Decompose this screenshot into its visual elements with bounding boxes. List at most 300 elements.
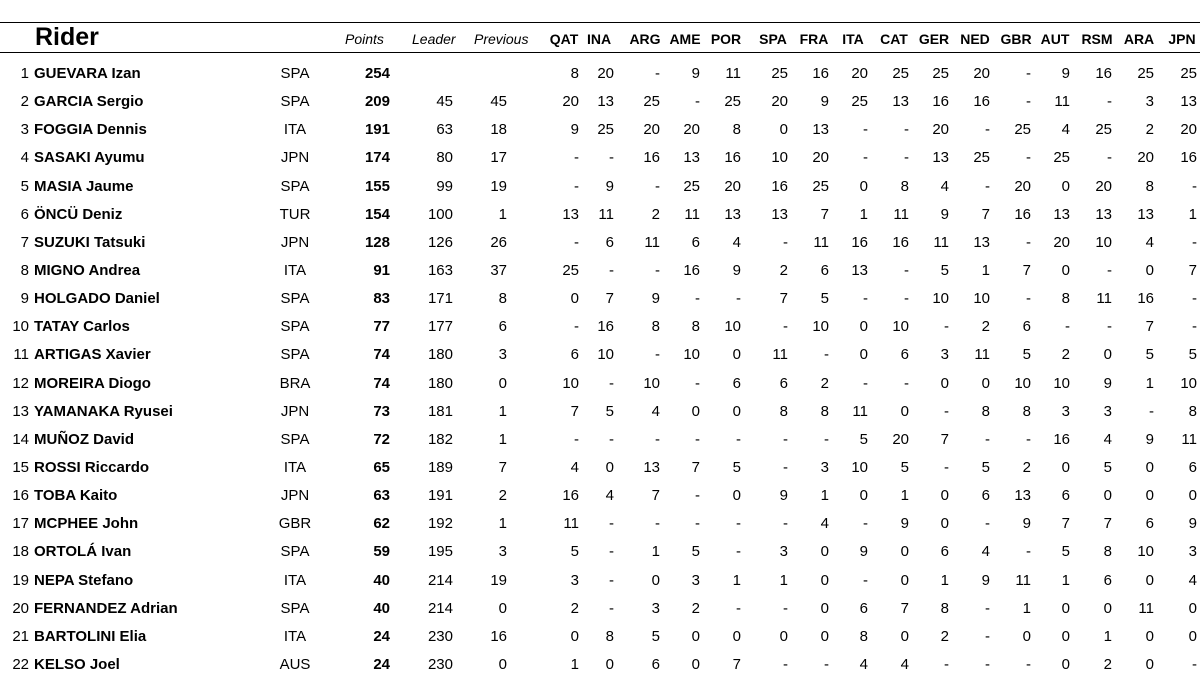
race-result-cell: - bbox=[1026, 290, 1031, 308]
race-result-cell: 7 bbox=[732, 655, 741, 673]
race-result-cell: 9 bbox=[691, 65, 700, 82]
race-result-cell: 7 bbox=[940, 430, 949, 448]
race-result-cell: 20 bbox=[851, 65, 868, 82]
race-result-cell: - bbox=[1026, 655, 1031, 673]
race-result-cell: 7 bbox=[820, 205, 829, 223]
race-result-cell: - bbox=[574, 177, 579, 195]
position-cell: 13 bbox=[12, 402, 29, 420]
previous-gap-cell: 37 bbox=[490, 261, 507, 279]
race-result-cell: 5 bbox=[1103, 458, 1112, 476]
race-result-cell: - bbox=[695, 290, 700, 308]
race-result-cell: 7 bbox=[1145, 318, 1154, 336]
race-result-cell: 0 bbox=[1188, 627, 1197, 645]
nation-cell: ITA bbox=[283, 458, 307, 476]
race-result-cell: 25 bbox=[1095, 121, 1112, 139]
race-result-cell: 4 bbox=[820, 515, 829, 533]
race-result-cell: 2 bbox=[820, 374, 829, 392]
points-cell: 254 bbox=[364, 65, 390, 82]
race-result-cell: 20 bbox=[771, 93, 788, 111]
nation-cell: SPA bbox=[280, 543, 310, 561]
race-result-cell: 6 bbox=[1022, 318, 1031, 336]
race-result-cell: 11 bbox=[684, 205, 700, 223]
nation-cell: SPA bbox=[280, 65, 310, 82]
race-result-cell: 8 bbox=[940, 599, 949, 617]
race-column-header-ned: NED bbox=[960, 31, 990, 47]
race-result-cell: - bbox=[655, 261, 660, 279]
points-cell: 63 bbox=[373, 487, 390, 505]
race-result-cell: 10 bbox=[597, 346, 614, 364]
race-result-cell: 25 bbox=[597, 121, 614, 139]
race-result-cell: 6 bbox=[1103, 571, 1112, 589]
race-result-cell: 10 bbox=[1014, 374, 1031, 392]
race-result-cell: 0 bbox=[732, 402, 741, 420]
race-result-cell: 0 bbox=[732, 627, 741, 645]
race-result-cell: 0 bbox=[605, 655, 614, 673]
race-result-cell: 20 bbox=[683, 121, 700, 139]
race-result-cell: 25 bbox=[724, 93, 741, 111]
race-result-cell: - bbox=[985, 515, 990, 533]
race-result-cell: 0 bbox=[1145, 261, 1154, 279]
table-row bbox=[0, 651, 1200, 679]
race-result-cell: 8 bbox=[1145, 177, 1154, 195]
race-result-cell: 1 bbox=[1103, 627, 1112, 645]
race-result-cell: 6 bbox=[900, 346, 909, 364]
race-result-cell: 11 bbox=[893, 205, 909, 223]
race-result-cell: 16 bbox=[562, 487, 579, 505]
points-cell: 24 bbox=[373, 627, 390, 645]
race-result-cell: - bbox=[863, 374, 868, 392]
race-result-cell: - bbox=[695, 487, 700, 505]
race-result-cell: 0 bbox=[1145, 487, 1154, 505]
rider-name-cell: HOLGADO Daniel bbox=[34, 290, 160, 308]
race-result-cell: 6 bbox=[605, 233, 614, 251]
race-result-cell: - bbox=[574, 149, 579, 167]
race-result-cell: 16 bbox=[771, 177, 788, 195]
race-column-header-jpn: JPN bbox=[1168, 31, 1196, 47]
table-row bbox=[0, 623, 1200, 651]
points-cell: 74 bbox=[373, 374, 390, 392]
race-result-cell: 0 bbox=[900, 543, 909, 561]
race-result-cell: - bbox=[695, 93, 700, 111]
rider-name-cell: GARCIA Sergio bbox=[34, 93, 144, 111]
race-result-cell: 25 bbox=[1180, 65, 1197, 82]
race-result-cell: - bbox=[655, 430, 660, 448]
points-cell: 77 bbox=[373, 318, 390, 336]
race-result-cell: 0 bbox=[940, 374, 949, 392]
table-row bbox=[0, 426, 1200, 454]
leader-gap-cell: 192 bbox=[427, 515, 453, 533]
race-result-cell: 5 bbox=[820, 290, 829, 308]
race-result-cell: 7 bbox=[1103, 515, 1112, 533]
race-result-cell: 4 bbox=[940, 177, 949, 195]
previous-gap-cell: 3 bbox=[498, 346, 507, 364]
leader-gap-cell: 171 bbox=[427, 290, 453, 308]
race-result-cell: 16 bbox=[851, 233, 868, 251]
race-result-cell: 11 bbox=[563, 515, 579, 533]
race-result-cell: 20 bbox=[932, 121, 949, 139]
race-result-cell: 4 bbox=[1145, 233, 1154, 251]
race-result-cell: - bbox=[1107, 318, 1112, 336]
race-result-cell: - bbox=[944, 458, 949, 476]
previous-gap-cell: 1 bbox=[498, 402, 507, 420]
race-result-cell: - bbox=[944, 402, 949, 420]
table-row bbox=[0, 341, 1200, 369]
race-result-cell: 11 bbox=[1054, 93, 1070, 111]
race-result-cell: 0 bbox=[1103, 599, 1112, 617]
rider-name-cell: ORTOLÁ Ivan bbox=[34, 543, 132, 561]
race-result-cell: - bbox=[863, 149, 868, 167]
position-cell: 19 bbox=[12, 571, 29, 589]
previous-gap-cell: 17 bbox=[490, 149, 507, 167]
race-result-cell: 16 bbox=[1180, 149, 1197, 167]
race-result-cell: 11 bbox=[1181, 430, 1197, 448]
rider-name-cell: KELSO Joel bbox=[34, 655, 120, 673]
race-result-cell: 11 bbox=[598, 205, 614, 223]
race-result-cell: 0 bbox=[1061, 655, 1070, 673]
race-result-cell: 0 bbox=[1188, 487, 1197, 505]
race-result-cell: 7 bbox=[1061, 515, 1070, 533]
points-cell: 191 bbox=[364, 121, 390, 139]
race-result-cell: - bbox=[609, 261, 614, 279]
race-result-cell: - bbox=[1192, 233, 1197, 251]
race-result-cell: 16 bbox=[683, 261, 700, 279]
points-cell: 59 bbox=[373, 543, 390, 561]
race-result-cell: 4 bbox=[859, 655, 868, 673]
position-cell: 15 bbox=[12, 458, 29, 476]
leader-gap-cell: 214 bbox=[427, 599, 453, 617]
race-result-cell: 3 bbox=[1103, 402, 1112, 420]
table-row bbox=[0, 370, 1200, 398]
race-result-cell: 0 bbox=[1103, 346, 1112, 364]
race-result-cell: - bbox=[609, 430, 614, 448]
race-result-cell: 13 bbox=[973, 233, 990, 251]
position-cell: 2 bbox=[20, 93, 29, 111]
race-result-cell: 10 bbox=[724, 318, 741, 336]
race-result-cell: 0 bbox=[605, 458, 614, 476]
leader-gap-cell: 180 bbox=[427, 374, 453, 392]
position-cell: 11 bbox=[13, 346, 29, 364]
race-result-cell: 9 bbox=[940, 205, 949, 223]
race-result-cell: 4 bbox=[1103, 430, 1112, 448]
rider-name-cell: YAMANAKA Ryusei bbox=[34, 402, 173, 420]
leader-column-header: Leader bbox=[412, 31, 456, 47]
race-result-cell: 1 bbox=[900, 487, 909, 505]
race-result-cell: 0 bbox=[1061, 261, 1070, 279]
rider-name-cell: MUÑOZ David bbox=[34, 430, 135, 448]
previous-gap-cell: 0 bbox=[498, 599, 507, 617]
race-result-cell: 5 bbox=[859, 430, 868, 448]
race-result-cell: 4 bbox=[981, 543, 990, 561]
race-result-cell: - bbox=[824, 655, 829, 673]
race-result-cell: 11 bbox=[725, 65, 741, 82]
rider-name-cell: SUZUKI Tatsuki bbox=[34, 233, 146, 251]
nation-cell: JPN bbox=[280, 402, 310, 420]
nation-cell: SPA bbox=[280, 93, 310, 111]
race-result-cell: 11 bbox=[772, 346, 788, 364]
previous-gap-cell: 7 bbox=[498, 458, 507, 476]
race-result-cell: - bbox=[783, 599, 788, 617]
previous-gap-cell: 16 bbox=[490, 627, 507, 645]
race-result-cell: 8 bbox=[651, 318, 660, 336]
race-result-cell: 9 bbox=[732, 261, 741, 279]
race-result-cell: 0 bbox=[732, 346, 741, 364]
race-result-cell: 7 bbox=[651, 487, 660, 505]
race-result-cell: 25 bbox=[643, 93, 660, 111]
race-result-cell: 7 bbox=[900, 599, 909, 617]
race-result-cell: 10 bbox=[683, 346, 700, 364]
race-result-cell: 5 bbox=[605, 402, 614, 420]
race-result-cell: 8 bbox=[981, 402, 990, 420]
previous-column-header: Previous bbox=[474, 31, 529, 47]
table-row bbox=[0, 201, 1200, 229]
race-result-cell: 25 bbox=[892, 65, 909, 82]
race-result-cell: - bbox=[736, 543, 741, 561]
race-result-cell: 16 bbox=[1137, 290, 1154, 308]
leader-gap-cell: 177 bbox=[427, 318, 453, 336]
leader-gap-cell: 191 bbox=[427, 487, 453, 505]
position-cell: 3 bbox=[20, 121, 29, 139]
race-result-cell: 1 bbox=[940, 571, 949, 589]
race-result-cell: 25 bbox=[973, 149, 990, 167]
race-result-cell: 0 bbox=[820, 543, 829, 561]
previous-gap-cell: 1 bbox=[498, 430, 507, 448]
race-column-header-ger: GER bbox=[918, 31, 950, 47]
race-result-cell: 5 bbox=[1022, 346, 1031, 364]
race-result-cell: 7 bbox=[981, 205, 990, 223]
race-result-cell: 8 bbox=[859, 627, 868, 645]
previous-gap-cell: 19 bbox=[490, 571, 507, 589]
race-result-cell: - bbox=[824, 430, 829, 448]
race-result-cell: 0 bbox=[779, 121, 788, 139]
race-result-cell: - bbox=[655, 346, 660, 364]
previous-gap-cell: 18 bbox=[490, 121, 507, 139]
race-result-cell: - bbox=[783, 458, 788, 476]
race-result-cell: 9 bbox=[1061, 65, 1070, 82]
race-result-cell: 16 bbox=[892, 233, 909, 251]
race-result-cell: 20 bbox=[1095, 177, 1112, 195]
race-result-cell: 3 bbox=[1145, 93, 1154, 111]
race-result-cell: 0 bbox=[691, 627, 700, 645]
rider-name-cell: FERNANDEZ Adrian bbox=[34, 599, 178, 617]
race-result-cell: 0 bbox=[859, 487, 868, 505]
race-result-cell: 6 bbox=[779, 374, 788, 392]
table-row bbox=[0, 510, 1200, 538]
race-result-cell: 2 bbox=[691, 599, 700, 617]
table-row bbox=[0, 398, 1200, 426]
position-cell: 14 bbox=[12, 430, 29, 448]
nation-cell: JPN bbox=[280, 233, 310, 251]
race-column-header-ara: ARA bbox=[1123, 31, 1155, 47]
race-result-cell: 8 bbox=[1188, 402, 1197, 420]
position-cell: 8 bbox=[20, 261, 29, 279]
race-result-cell: 0 bbox=[1061, 627, 1070, 645]
race-result-cell: 1 bbox=[651, 543, 660, 561]
race-result-cell: 0 bbox=[900, 627, 909, 645]
race-column-header-aut: AUT bbox=[1040, 31, 1070, 47]
position-cell: 10 bbox=[12, 318, 29, 336]
previous-gap-cell: 2 bbox=[498, 487, 507, 505]
race-result-cell: 0 bbox=[1061, 177, 1070, 195]
race-result-cell: 3 bbox=[651, 599, 660, 617]
race-result-cell: 11 bbox=[852, 402, 868, 420]
race-result-cell: 3 bbox=[691, 571, 700, 589]
race-result-cell: 2 bbox=[779, 261, 788, 279]
nation-cell: TUR bbox=[279, 205, 311, 223]
nation-cell: SPA bbox=[280, 430, 310, 448]
position-cell: 17 bbox=[12, 515, 29, 533]
race-result-cell: - bbox=[863, 515, 868, 533]
nation-cell: ITA bbox=[283, 121, 307, 139]
race-column-header-ame: AME bbox=[669, 31, 701, 47]
race-result-cell: 5 bbox=[732, 458, 741, 476]
previous-gap-cell: 45 bbox=[490, 93, 507, 111]
race-result-cell: 3 bbox=[779, 543, 788, 561]
position-cell: 22 bbox=[12, 655, 29, 673]
race-result-cell: - bbox=[1026, 233, 1031, 251]
leader-gap-cell: 230 bbox=[427, 655, 453, 673]
race-result-cell: 16 bbox=[1014, 205, 1031, 223]
race-result-cell: 10 bbox=[1137, 543, 1154, 561]
race-result-cell: 9 bbox=[779, 487, 788, 505]
race-result-cell: 4 bbox=[732, 233, 741, 251]
race-column-header-spa: SPA bbox=[759, 31, 787, 47]
race-result-cell: 1 bbox=[981, 261, 990, 279]
race-result-cell: 8 bbox=[820, 402, 829, 420]
race-result-cell: 9 bbox=[651, 290, 660, 308]
position-cell: 9 bbox=[20, 290, 29, 308]
race-result-cell: - bbox=[695, 430, 700, 448]
race-result-cell: - bbox=[1107, 93, 1112, 111]
race-result-cell: - bbox=[985, 430, 990, 448]
race-result-cell: 25 bbox=[683, 177, 700, 195]
race-result-cell: - bbox=[904, 374, 909, 392]
race-result-cell: 5 bbox=[981, 458, 990, 476]
table-row bbox=[0, 482, 1200, 510]
race-result-cell: - bbox=[655, 177, 660, 195]
table-row bbox=[0, 567, 1200, 595]
nation-cell: ITA bbox=[283, 571, 307, 589]
rider-name-cell: SASAKI Ayumu bbox=[34, 149, 145, 167]
race-result-cell: 10 bbox=[1053, 374, 1070, 392]
race-result-cell: 16 bbox=[1095, 65, 1112, 82]
race-result-cell: - bbox=[824, 346, 829, 364]
leader-gap-cell: 63 bbox=[436, 121, 453, 139]
race-column-header-gbr: GBR bbox=[1000, 31, 1032, 47]
race-result-cell: 6 bbox=[570, 346, 579, 364]
race-result-cell: 4 bbox=[605, 487, 614, 505]
race-result-cell: 10 bbox=[812, 318, 829, 336]
race-result-cell: 0 bbox=[691, 655, 700, 673]
nation-cell: ITA bbox=[283, 627, 307, 645]
points-cell: 83 bbox=[373, 290, 390, 308]
race-result-cell: 10 bbox=[643, 374, 660, 392]
race-result-cell: 16 bbox=[643, 149, 660, 167]
race-result-cell: 11 bbox=[1096, 290, 1112, 308]
race-result-cell: 10 bbox=[892, 318, 909, 336]
race-result-cell: - bbox=[985, 655, 990, 673]
race-result-cell: 3 bbox=[1061, 402, 1070, 420]
race-column-header-por: POR bbox=[710, 31, 742, 47]
race-result-cell: 0 bbox=[1061, 458, 1070, 476]
race-result-cell: 10 bbox=[932, 290, 949, 308]
race-result-cell: 0 bbox=[1145, 458, 1154, 476]
previous-gap-cell: 1 bbox=[498, 515, 507, 533]
race-result-cell: 0 bbox=[1103, 487, 1112, 505]
race-result-cell: 20 bbox=[724, 177, 741, 195]
race-result-cell: 0 bbox=[900, 571, 909, 589]
race-result-cell: 10 bbox=[562, 374, 579, 392]
table-row bbox=[0, 144, 1200, 172]
race-result-cell: 0 bbox=[1022, 627, 1031, 645]
race-result-cell: 1 bbox=[779, 571, 788, 589]
points-cell: 65 bbox=[373, 458, 390, 476]
leader-gap-cell: 45 bbox=[436, 93, 453, 111]
position-cell: 18 bbox=[12, 543, 29, 561]
race-result-cell: 5 bbox=[651, 627, 660, 645]
previous-gap-cell: 26 bbox=[490, 233, 507, 251]
rider-name-cell: MCPHEE John bbox=[34, 515, 139, 533]
race-result-cell: 6 bbox=[732, 374, 741, 392]
race-column-header-fra: FRA bbox=[799, 31, 829, 47]
points-cell: 73 bbox=[373, 402, 390, 420]
points-cell: 91 bbox=[373, 261, 390, 279]
race-column-header-ina: INA bbox=[586, 31, 612, 47]
points-cell: 62 bbox=[373, 515, 390, 533]
nation-cell: JPN bbox=[280, 487, 310, 505]
race-result-cell: - bbox=[1026, 93, 1031, 111]
previous-gap-cell: 6 bbox=[498, 318, 507, 336]
race-result-cell: 9 bbox=[570, 121, 579, 139]
race-result-cell: 5 bbox=[1061, 543, 1070, 561]
table-row bbox=[0, 88, 1200, 116]
race-result-cell: 0 bbox=[859, 177, 868, 195]
race-result-cell: 3 bbox=[820, 458, 829, 476]
position-cell: 7 bbox=[20, 233, 29, 251]
points-cell: 40 bbox=[373, 571, 390, 589]
race-result-cell: 20 bbox=[1180, 121, 1197, 139]
race-result-cell: 0 bbox=[732, 487, 741, 505]
nation-cell: ITA bbox=[283, 261, 307, 279]
race-result-cell: - bbox=[1026, 543, 1031, 561]
race-result-cell: 6 bbox=[820, 261, 829, 279]
table-row bbox=[0, 313, 1200, 341]
race-result-cell: 8 bbox=[1022, 402, 1031, 420]
race-result-cell: - bbox=[985, 599, 990, 617]
race-result-cell: - bbox=[1026, 149, 1031, 167]
race-result-cell: 9 bbox=[1188, 515, 1197, 533]
race-result-cell: 11 bbox=[974, 346, 990, 364]
race-result-cell: 25 bbox=[932, 65, 949, 82]
race-result-cell: - bbox=[695, 374, 700, 392]
race-result-cell: 9 bbox=[1145, 430, 1154, 448]
race-result-cell: - bbox=[736, 290, 741, 308]
race-result-cell: 4 bbox=[900, 655, 909, 673]
race-result-cell: 2 bbox=[981, 318, 990, 336]
race-result-cell: 25 bbox=[771, 65, 788, 82]
race-result-cell: 7 bbox=[605, 290, 614, 308]
race-result-cell: 13 bbox=[562, 205, 579, 223]
race-result-cell: 10 bbox=[973, 290, 990, 308]
race-result-cell: - bbox=[783, 515, 788, 533]
race-result-cell: 7 bbox=[1022, 261, 1031, 279]
race-column-header-ita: ITA bbox=[842, 31, 864, 47]
table-row bbox=[0, 60, 1200, 88]
race-result-cell: 13 bbox=[1014, 487, 1031, 505]
race-result-cell: 2 bbox=[1061, 346, 1070, 364]
race-result-cell: 25 bbox=[1014, 121, 1031, 139]
race-result-cell: - bbox=[609, 374, 614, 392]
race-result-cell: 0 bbox=[1145, 571, 1154, 589]
